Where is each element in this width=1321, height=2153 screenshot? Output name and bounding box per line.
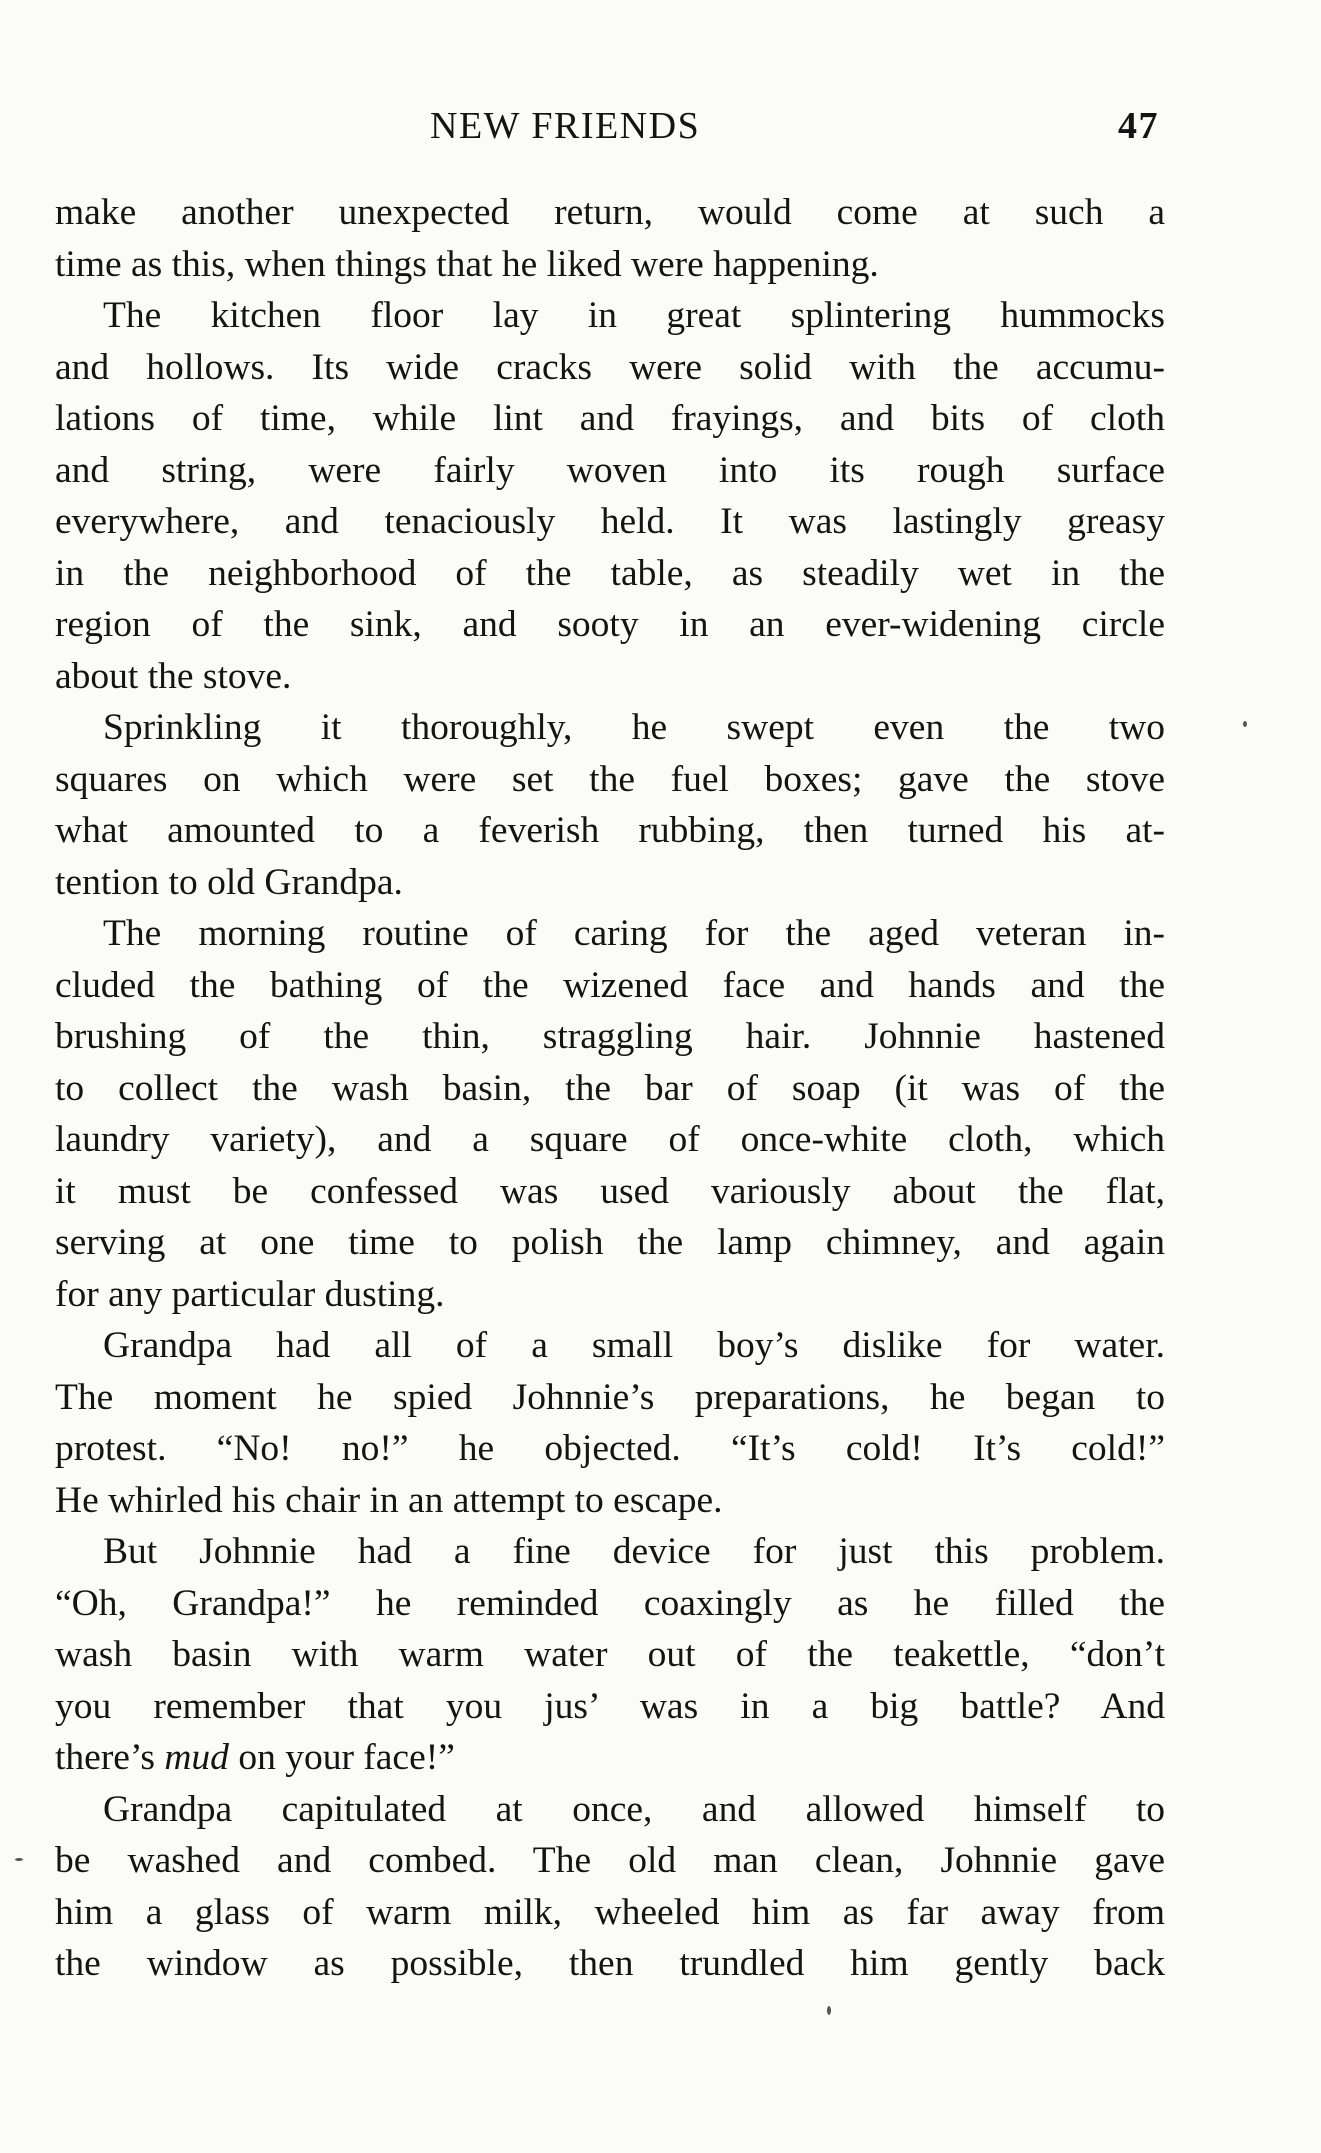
text-line: about the stove.	[55, 655, 292, 697]
text-line: it must be confessed was used variously about the flat,	[55, 1170, 1165, 1212]
text-line: squares on which were set the fuel boxes; gave the stove	[55, 758, 1165, 800]
running-head	[0, 104, 1321, 154]
text-line	[55, 1732, 1165, 1784]
text-line: The kitchen floor lay in great splintering hummocks	[103, 295, 1165, 336]
text-line: lations of time, while lint and frayings, and bits of cloth	[55, 398, 1165, 439]
text-line: and hollows. Its wide cracks were solid with the accumu-	[55, 346, 1165, 388]
text-line: serving at one time to polish the lamp chimney, and again	[55, 1222, 1165, 1263]
text-line: you remember that you jus’ was in a big battle? And	[55, 1685, 1165, 1727]
text-line: everywhere, and tenaciously held. It was lastingly greasy	[55, 501, 1165, 542]
text-line: The morning routine of caring for the aged veteran in-	[103, 913, 1165, 954]
paragraph	[55, 1784, 1165, 1990]
running-title: NEW FRIENDS	[430, 105, 701, 147]
text-line: laundry variety), and a square of once-white cloth, which	[55, 1119, 1165, 1160]
body-text	[55, 187, 1165, 1990]
text-segment: there’s	[55, 1737, 165, 1778]
text-line: Grandpa capitulated at once, and allowed himself to	[103, 1788, 1165, 1830]
text-line: the window as possible, then trundled him gently back	[55, 1943, 1165, 1984]
text-line: The moment he spied Johnnie’s preparations, he began to	[55, 1376, 1165, 1418]
text-line: region of the sink, and sooty in an ever-widening circle	[55, 604, 1165, 645]
paragraph	[55, 1320, 1165, 1526]
text-line: Sprinkling it thoroughly, he swept even the two	[103, 707, 1165, 748]
text-line: He whirled his chair in an attempt to escape.	[55, 1479, 723, 1521]
italic-word: mud	[164, 1737, 229, 1778]
text-line: to collect the wash basin, the bar of soap (it was of the	[55, 1067, 1165, 1109]
text-line: for any particular dusting.	[55, 1273, 445, 1315]
paragraph	[55, 290, 1165, 702]
ink-speck	[1243, 721, 1247, 727]
page-number: 47	[1118, 105, 1159, 147]
text-line: cluded the bathing of the wizened face and hands and the	[55, 964, 1165, 1006]
text-line: protest. “No! no!” he objected. “It’s cold! It’s cold!”	[55, 1428, 1165, 1469]
text-line: be washed and combed. The old man clean, Johnnie gave	[55, 1840, 1165, 1881]
text-segment: on your face!”	[228, 1737, 455, 1778]
paragraph	[55, 187, 1165, 290]
text-line: time as this, when things that he liked were happening.	[55, 243, 879, 285]
ink-speck	[15, 1858, 23, 1861]
text-line: wash basin with warm water out of the teakettle, “don’t	[55, 1634, 1165, 1675]
text-line: make another unexpected return, would come at such a	[55, 192, 1165, 233]
ink-speck	[827, 2006, 831, 2015]
text-line: Grandpa had all of a small boy’s dislike for water.	[103, 1325, 1165, 1366]
paragraph	[55, 702, 1165, 908]
text-line: in the neighborhood of the table, as steadily wet in the	[55, 552, 1165, 594]
text-line: But Johnnie had a fine device for just this problem.	[103, 1531, 1165, 1572]
text-line: and string, were fairly woven into its rough surface	[55, 449, 1165, 491]
text-line: tention to old Grandpa.	[55, 861, 403, 903]
text-line: brushing of the thin, straggling hair. Johnnie hastened	[55, 1016, 1165, 1057]
text-line: what amounted to a feverish rubbing, then turned his at-	[55, 810, 1165, 851]
text-line: “Oh, Grandpa!” he reminded coaxingly as he filled the	[55, 1582, 1165, 1624]
text-line: him a glass of warm milk, wheeled him as far away from	[55, 1891, 1165, 1933]
paragraph	[55, 908, 1165, 1320]
paragraph	[55, 1526, 1165, 1784]
